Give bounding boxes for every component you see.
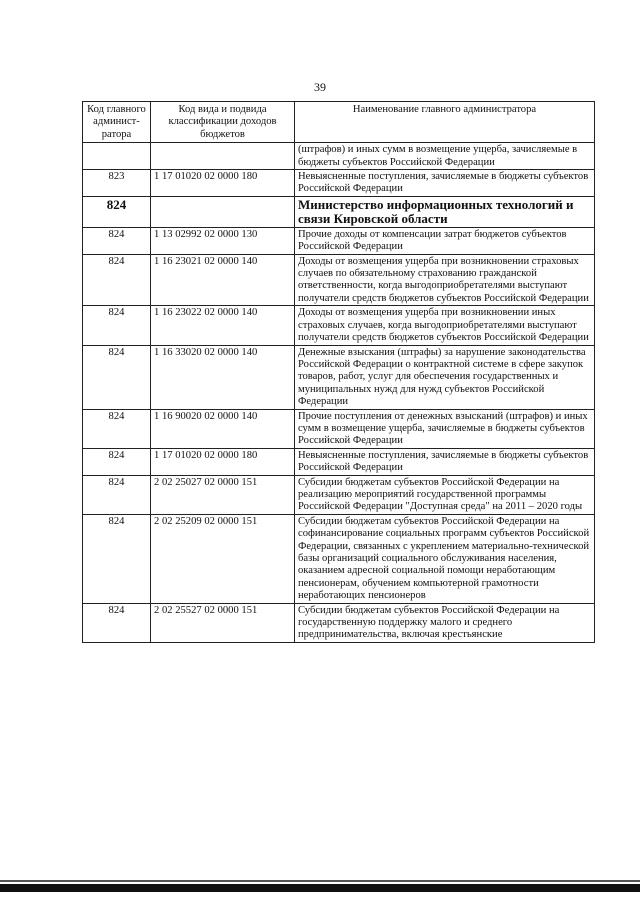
cell-admin-code: 824 [83, 345, 151, 409]
cell-revenue-code [151, 143, 295, 170]
cell-admin-code: 824 [83, 514, 151, 603]
cell-admin-name: Субсидии бюджетам субъектов Российской Федерации на софинансирование социальных программ субъектов Российской Федерации, связанных с укреплением материально-технической базы организаций социального обслуживания населения, оказанием адресной социальной помощи неработающим пенсионерам, обучением компьютерной грамотности неработающих пенсионеров [295, 514, 595, 603]
page-number: 39 [314, 80, 326, 94]
cell-admin-code: 824 [83, 196, 151, 227]
table-header-row [83, 102, 595, 143]
cell-admin-name: Субсидии бюджетам субъектов Российской Федерации на реализацию мероприятий государственной программы Российской Федерации "Доступная среда" на 2011 – 2020 годы [295, 475, 595, 514]
cell-admin-name: Прочие доходы от компенсации затрат бюджетов субъектов Российской Федерации [295, 227, 595, 254]
cell-admin-code: 824 [83, 448, 151, 475]
table-row [83, 475, 595, 514]
cell-revenue-code: 1 17 01020 02 0000 180 [151, 448, 295, 475]
cell-admin-code: 824 [83, 254, 151, 306]
cell-admin-code [83, 143, 151, 170]
table-row [83, 170, 595, 197]
cell-admin-code: 824 [83, 227, 151, 254]
cell-revenue-code: 1 13 02992 02 0000 130 [151, 227, 295, 254]
cell-revenue-code: 1 16 90020 02 0000 140 [151, 409, 295, 448]
cell-admin-name: Субсидии бюджетам субъектов Российской Федерации на государственную поддержку малого и среднего предпринимательства, включая крестьянские [295, 603, 595, 642]
table-row [83, 603, 595, 642]
header-revenue-code: Код вида и подвида классификации доходов бюджетов [151, 102, 295, 143]
scan-edge-line [0, 880, 640, 882]
cell-admin-name: Денежные взыскания (штрафы) за нарушение законодательства Российской Федерации о контрактной системе в сфере закупок товаров, работ, услуг для обеспечения государственных и муниципальных нужд для нужд субъектов Российской Федерации [295, 345, 595, 409]
table-row [83, 448, 595, 475]
cell-admin-code: 824 [83, 306, 151, 345]
cell-admin-name: Министерство информационных технологий и связи Кировской области [295, 196, 595, 227]
cell-admin-name: Доходы от возмещения ущерба при возникновении страховых случаев по обязательному страхованию гражданской ответственности, когда выгодоприобретателями выступают получатели средств бюджетов субъектов Российской Федерации [295, 254, 595, 306]
cell-revenue-code: 1 16 23022 02 0000 140 [151, 306, 295, 345]
table-row [83, 345, 595, 409]
cell-revenue-code: 1 16 23021 02 0000 140 [151, 254, 295, 306]
header-admin-code: Код главного админист-ратора [83, 102, 151, 143]
cell-admin-name: Невыясненные поступления, зачисляемые в бюджеты субъектов Российской Федерации [295, 448, 595, 475]
revenue-administrators-table [82, 101, 595, 643]
cell-admin-code: 824 [83, 603, 151, 642]
cell-admin-name: (штрафов) и иных сумм в возмещение ущерба, зачисляемые в бюджеты субъектов Российской Федерации [295, 143, 595, 170]
cell-admin-code: 823 [83, 170, 151, 197]
cell-revenue-code: 1 16 33020 02 0000 140 [151, 345, 295, 409]
table-row-ministry [83, 196, 595, 227]
cell-admin-code: 824 [83, 409, 151, 448]
cell-revenue-code: 2 02 25527 02 0000 151 [151, 603, 295, 642]
header-admin-name: Наименование главного администратора [295, 102, 595, 143]
scan-edge-bar [0, 884, 640, 892]
cell-admin-name: Прочие поступления от денежных взысканий (штрафов) и иных сумм в возмещение ущерба, зачисляемые в бюджеты субъектов Российской Федерации [295, 409, 595, 448]
table-row [83, 254, 595, 306]
table-row [83, 514, 595, 603]
cell-revenue-code: 2 02 25209 02 0000 151 [151, 514, 295, 603]
cell-admin-name: Доходы от возмещения ущерба при возникновении иных страховых случаев, когда выгодоприобретателями выступают получатели средств бюджетов субъектов Российской Федерации [295, 306, 595, 345]
cell-revenue-code [151, 196, 295, 227]
table-row [83, 306, 595, 345]
table-row [83, 143, 595, 170]
table-row [83, 409, 595, 448]
table-row [83, 227, 595, 254]
cell-admin-code: 824 [83, 475, 151, 514]
cell-revenue-code: 1 17 01020 02 0000 180 [151, 170, 295, 197]
cell-revenue-code: 2 02 25027 02 0000 151 [151, 475, 295, 514]
cell-admin-name: Невыясненные поступления, зачисляемые в бюджеты субъектов Российской Федерации [295, 170, 595, 197]
